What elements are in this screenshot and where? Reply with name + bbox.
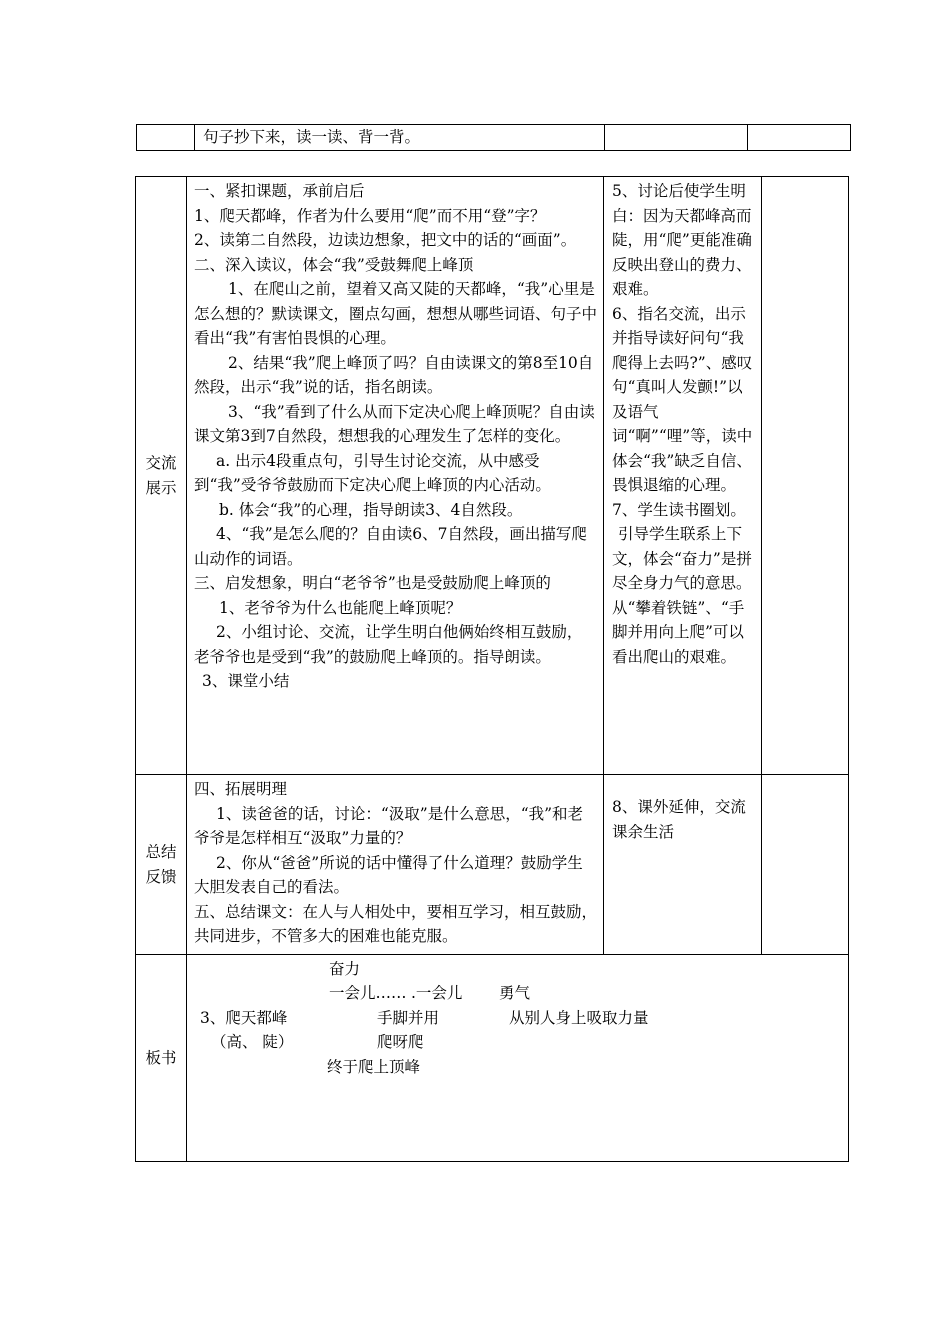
content-cell-summary xyxy=(187,775,604,955)
board-line-dingfeng: 终于爬上顶峰 xyxy=(327,1058,421,1076)
board-line-yihuier-b: .一会儿 xyxy=(411,984,463,1002)
top-fragment-table xyxy=(136,124,851,151)
board-line-payapa: 爬呀爬 xyxy=(377,1033,424,1051)
content-paragraph-text: 2、你从“爸爸”所说的话中懂得了什么道理？鼓励学生大胆发表自己的看法。 xyxy=(194,853,583,896)
content-paragraph-text: 2、结果“我”爬上峰顶了吗？自由读课文的第8至10自然段，出示“我”说的话，指名朗读。 xyxy=(194,353,594,396)
content-paragraph-text: 2、小组讨论、交流，让学生明白他俩始终相互鼓励，老爷爷也是受到“我”的鼓励爬上峰顶的。指导朗读。 xyxy=(194,623,583,666)
content-paragraph-text: 3、“我”看到了什么从而下定决心爬上峰顶呢？自由读课文第3到7自然段，想想我的心理发生了怎样的变化。 xyxy=(194,402,595,445)
board-line-yongqi: 勇气 xyxy=(499,984,531,1002)
top-extra-cell xyxy=(748,125,851,151)
notes-cell-exchange xyxy=(604,177,762,775)
stage-cell-summary xyxy=(136,775,187,955)
content-paragraph xyxy=(194,400,597,449)
notes-paragraph: 6、指名交流，出示并指导读好问句“我爬得上去吗?”、感叹句“真叫人发颤!”以及语气词“啊”“哩”等，读中体会“我”缺乏自信、畏惧退缩的心理。 xyxy=(612,304,753,494)
content-paragraph: 3、课堂小结 xyxy=(202,672,290,690)
notes-paragraph: 引导学生联系上下文，体会“奋力”是拼尽全身力气的意思。 xyxy=(612,525,752,592)
content-paragraph: 五、总结课文：在人与人相处中，要相互学习，相互鼓励，共同进步，不管多大的困难也能克服。 xyxy=(194,902,598,945)
board-line-shoujiao: 手脚并用 xyxy=(377,1009,440,1027)
board-title: 3、爬天都峰 xyxy=(200,1009,288,1027)
notes-cell-summary xyxy=(604,775,762,955)
content-paragraph-text: 1、在爬山之前，望着又高又陡的天都峰，“我”心里是怎么想的？默读课文，圈点勾画，想想从哪些词语、句子中看出“我”有害怕畏惧的心理。 xyxy=(194,280,598,347)
top-notes-cell xyxy=(605,125,748,151)
content-paragraph-text: 1、读爸爸的话，讨论：“汲取”是什么意思，“我”和老爷爷是怎样相互“汲取”力量的？ xyxy=(194,804,584,847)
content-heading: 二、深入读议，体会“我”受鼓舞爬上峰顶 xyxy=(194,255,474,274)
stage-label-line: 交流 xyxy=(145,454,177,472)
stage-cell-board xyxy=(136,955,187,1162)
content-cell-exchange xyxy=(187,177,604,775)
content-paragraph: 1、老爷爷为什么也能爬上峰顶呢？ xyxy=(219,598,462,617)
top-fragment-row xyxy=(137,125,851,151)
content-paragraph xyxy=(194,277,597,351)
blackboard-cell xyxy=(187,955,849,1162)
notes-paragraph: 7、学生读书圈划。 xyxy=(612,500,746,519)
content-paragraph xyxy=(194,449,597,498)
stage-cell-exchange xyxy=(136,177,187,775)
stage-label-line: 反馈 xyxy=(145,867,177,886)
board-line-fenli: 奋力 xyxy=(329,960,361,978)
notes-paragraph: 8、课外延伸，交流课余生活 xyxy=(612,798,746,841)
content-paragraph xyxy=(194,802,597,851)
top-content-cell xyxy=(195,125,605,151)
section-board-row xyxy=(136,955,849,1162)
top-stage-cell xyxy=(137,125,195,151)
section-exchange-row xyxy=(136,177,849,775)
content-paragraph: 2、读第二自然段，边读边想象，把文中的话的“画面”。 xyxy=(194,231,577,249)
content-paragraph xyxy=(194,522,597,571)
content-paragraph-text: 4、“我”是怎么爬的？自由读6、7自然段，画出描写爬山动作的词语。 xyxy=(194,525,587,568)
notes-paragraph: 5、讨论后使学生明白：因为天都峰高而陡，用“爬”更能准确反映出登山的费力、艰难。 xyxy=(612,182,752,298)
stage-label-line: 总结 xyxy=(145,843,177,861)
content-paragraph: 1、爬天都峰，作者为什么要用“爬”而不用“登”字？ xyxy=(194,206,546,225)
section-summary-row xyxy=(136,775,849,955)
stage-label-line: 展示 xyxy=(145,478,177,497)
content-paragraph: b. 体会“我”的心理，指导朗读3、4自然段。 xyxy=(219,500,523,519)
board-line-liliang: 从别人身上吸取力量 xyxy=(509,1009,649,1027)
extra-cell-summary xyxy=(762,775,849,955)
content-heading: 一、紧扣课题，承前启后 xyxy=(194,182,365,200)
content-paragraph xyxy=(194,851,597,900)
board-line-yihuier-a: 一会儿…… xyxy=(329,984,407,1002)
lesson-table xyxy=(135,176,849,1162)
content-paragraph xyxy=(194,620,597,669)
content-paragraph xyxy=(194,351,597,400)
board-line-gaodou: （高、 陡） xyxy=(211,1033,294,1051)
content-heading: 三、启发想象，明白“老爷爷”也是受鼓励爬上峰顶的 xyxy=(194,574,551,592)
notes-paragraph: 从“攀着铁链”、“手脚并用向上爬”可以看出爬山的艰难。 xyxy=(612,598,745,666)
extra-cell-exchange xyxy=(762,177,849,775)
stage-label-line: 板书 xyxy=(145,1048,177,1067)
top-content-text: 句子抄下来，读一读、背一背。 xyxy=(203,128,421,146)
content-heading: 四、拓展明理 xyxy=(194,780,288,798)
content-paragraph-text: a. 出示4段重点句，引导生讨论交流，从中感受到“我”受爷爷鼓励而下定决心爬上峰顶的内心活动。 xyxy=(194,451,551,494)
